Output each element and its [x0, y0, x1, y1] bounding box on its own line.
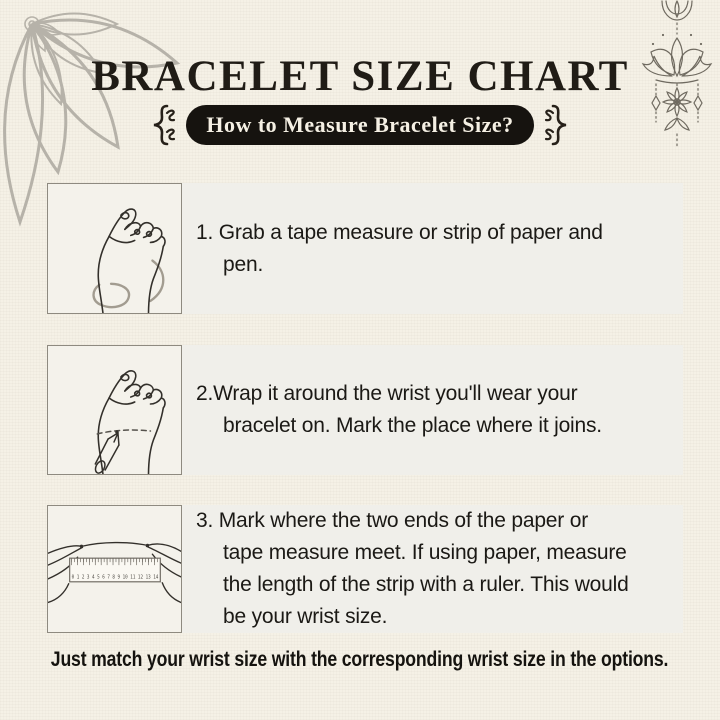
fist-hand-with-tape-icon [48, 184, 181, 313]
step-row-3 [47, 505, 683, 633]
step-row-1 [47, 183, 683, 314]
step2-illustration-box [47, 345, 182, 475]
step1-line2: pen. [223, 252, 264, 276]
footer-note-row [0, 648, 720, 672]
fist-hand-with-pen-icon [48, 346, 181, 474]
step2-text [196, 345, 720, 475]
how-to-banner: How to Measure Bracelet Size? [186, 105, 533, 145]
step3-line4: be your wrist size. [223, 605, 388, 628]
footer-note: Just match your wrist size with the corresponding wrist size in the options. [51, 648, 669, 671]
step1-line1: 1. Grab a tape measure or strip of paper and [196, 220, 603, 244]
step3-illustration-box [47, 505, 182, 633]
step3-line2: tape measure meet. If using paper, measure [223, 541, 627, 564]
step-row-2 [47, 345, 683, 475]
hands-with-ruler-icon [48, 506, 181, 632]
curly-flourish-left-icon [140, 102, 176, 148]
step3-text [196, 505, 720, 633]
step2-line1: 2.Wrap it around the wrist you'll wear your [196, 382, 578, 405]
step1-illustration-box [47, 183, 182, 314]
step3-line3: the length of the strip with a ruler. This would [223, 573, 629, 596]
banner-row [0, 103, 720, 147]
page-title: BRACELET SIZE CHART [91, 53, 629, 100]
step2-line2: bracelet on. Mark the place where it joins. [223, 414, 602, 437]
step1-text [196, 183, 720, 314]
curly-flourish-right-icon [544, 102, 580, 148]
step3-line1: 3. Mark where the two ends of the paper or [196, 509, 588, 532]
ruler-numbers: 0 1 2 3 4 5 6 7 8 9 10 11 12 13 14 [71, 574, 159, 581]
